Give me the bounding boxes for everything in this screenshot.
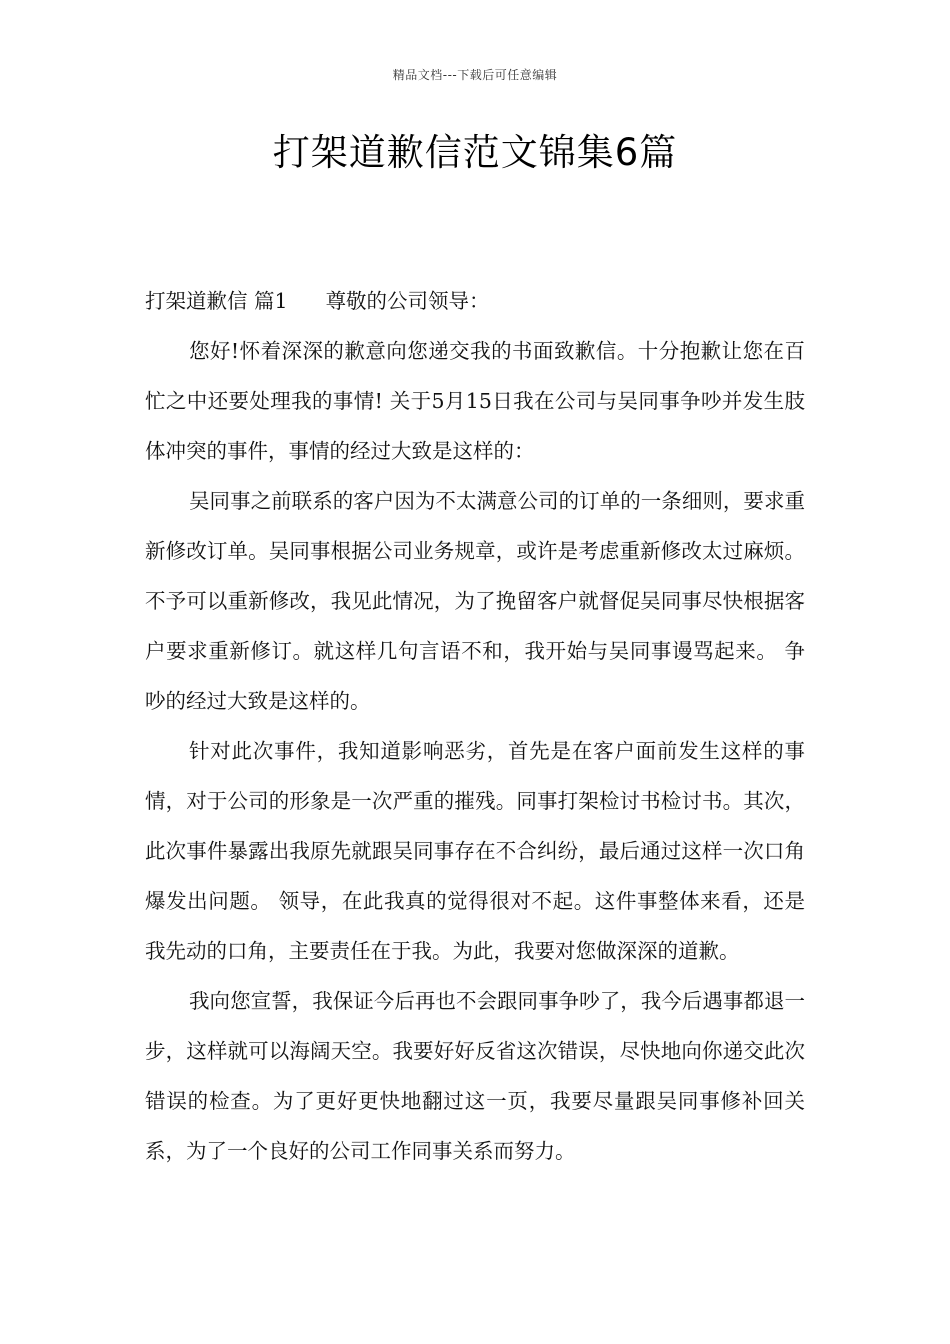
section-label: 打架道歉信 篇1: [145, 289, 288, 313]
document-body: [145, 276, 805, 1176]
document-title: 打架道歉信范文锦集6篇: [272, 131, 678, 174]
opening-line: [145, 276, 805, 326]
paragraph-reflection: 针对此次事件，我知道影响恶劣，首先是在客户面前发生这样的事情，对于公司的形象是一次严重的摧残。同事打架检讨书检讨书。其次，此次事件暴露出我原先就跟吴同事存在不合纠纷，最后通过这样一次口角爆发出问题。 领导，在此我真的觉得很对不起。这件事整体来看，还是我先动的口角，主要责任在于我。为此，我要对您做深深的道歉。: [145, 739, 805, 963]
paragraph-promise: 我向您宣誓，我保证今后再也不会跟同事争吵了，我今后遇事都退一步，这样就可以海阔天空。我要好好反省这次错误，尽快地向你递交此次错误的检查。为了更好更快地翻过这一页，我要尽量跟吴同事修补回关系，为了一个良好的公司工作同事关系而努力。: [145, 989, 805, 1163]
header-note: 精品文档---下载后可任意编辑: [392, 68, 558, 82]
paragraph-incident: 吴同事之前联系的客户因为不太满意公司的订单的一条细则，要求重新修改订单。吴同事根据公司业务规章，或许是考虑重新修改太过麻烦。不予可以重新修改，我见此情况，为了挽留客户就督促吴同事尽快根据客户要求重新修订。就这样几句言语不和，我开始与吴同事谩骂起来。 争吵的经过大致是这样的。: [145, 489, 805, 713]
paragraph-greeting: 您好!怀着深深的歉意向您递交我的书面致歉信。十分抱歉让您在百忙之中还要处理我的事情! 关于5月15日我在公司与吴同事争吵并发生肢体冲突的事件，事情的经过大致是这样的：: [145, 339, 805, 463]
salutation: 尊敬的公司领导：: [325, 289, 490, 313]
